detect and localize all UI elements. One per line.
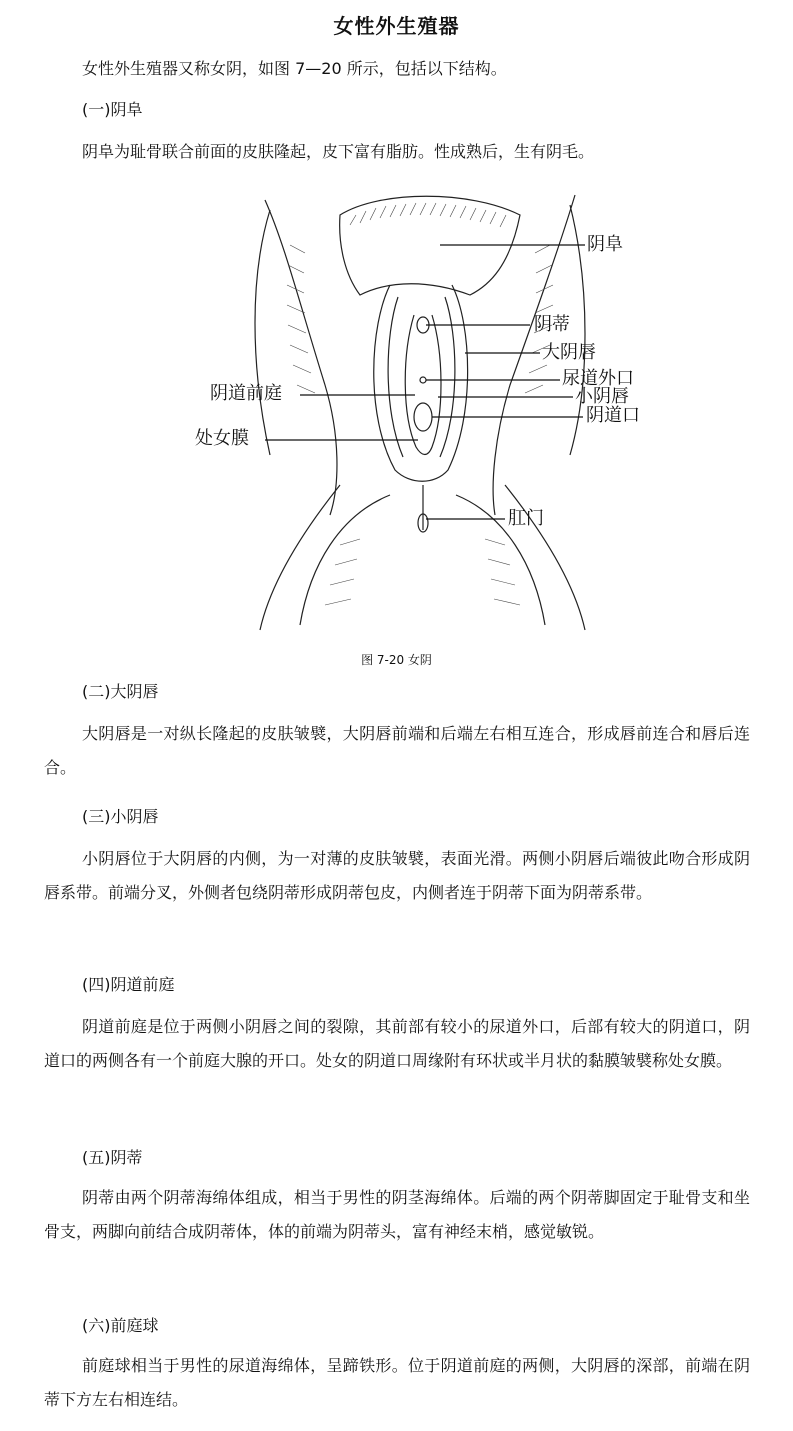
intro-paragraph: 女性外生殖器又称女阴，如图 7—20 所示，包括以下结构。	[82, 59, 507, 78]
label-mons: 阴阜	[587, 234, 623, 255]
section-text-mons: 阴阜为耻骨联合前面的皮肤隆起，皮下富有脂肪。性成熟后，生有阴毛。	[82, 142, 595, 161]
label-vaginal-orifice: 阴道口	[586, 405, 640, 426]
page-title: 女性外生殖器	[333, 14, 460, 38]
section-heading-labia-minora: (三)小阴唇	[82, 807, 159, 826]
label-labia-majora: 大阴唇	[542, 342, 596, 363]
figure-caption: 图 7-20 女阴	[361, 653, 432, 667]
section-text-vestibular-bulb: 前庭球相当于男性的尿道海绵体，呈蹄铁形。位于阴道前庭的两侧，大阴唇的深部，前端在阴蒂下方左右相连结。	[44, 1356, 750, 1409]
section-heading-vestibular-bulb: (六)前庭球	[82, 1316, 159, 1335]
section-text-labia-minora: 小阴唇位于大阴唇的内侧，为一对薄的皮肤皱襞，表面光滑。两侧小阴唇后端彼此吻合形成阴唇系带。前端分叉，外侧者包绕阴蒂形成阴蒂包皮，内侧者连于阴蒂下面为阴蒂系带。	[44, 849, 750, 902]
label-hymen: 处女膜	[195, 428, 249, 449]
label-anus: 肛门	[508, 508, 544, 529]
figure-vulva	[190, 185, 660, 640]
label-clitoris: 阴蒂	[534, 314, 570, 335]
label-labia-minora: 小阴唇	[575, 386, 629, 407]
section-text-labia-majora: 大阴唇是一对纵长隆起的皮肤皱襞，大阴唇前端和后端左右相互连合，形成唇前连合和唇后连合。	[44, 724, 750, 777]
section-text-clitoris: 阴蒂由两个阴蒂海绵体组成，相当于男性的阴茎海绵体。后端的两个阴蒂脚固定于耻骨支和坐骨支，两脚向前结合成阴蒂体，体的前端为阴蒂头，富有神经末梢，感觉敏锐。	[44, 1188, 750, 1241]
section-heading-labia-majora: (二)大阴唇	[82, 682, 159, 701]
section-heading-clitoris: (五)阴蒂	[82, 1148, 143, 1167]
label-urethral-orifice: 尿道外口	[562, 368, 634, 389]
section-heading-vestibule: (四)阴道前庭	[82, 975, 175, 994]
label-vestibule: 阴道前庭	[210, 383, 282, 404]
section-text-vestibule: 阴道前庭是位于两侧小阴唇之间的裂隙，其前部有较小的尿道外口，后部有较大的阴道口，阴道口的两侧各有一个前庭大腺的开口。处女的阴道口周缘附有环状或半月状的黏膜皱襞称处女膜。	[44, 1017, 750, 1070]
section-heading-mons: (一)阴阜	[82, 100, 143, 119]
